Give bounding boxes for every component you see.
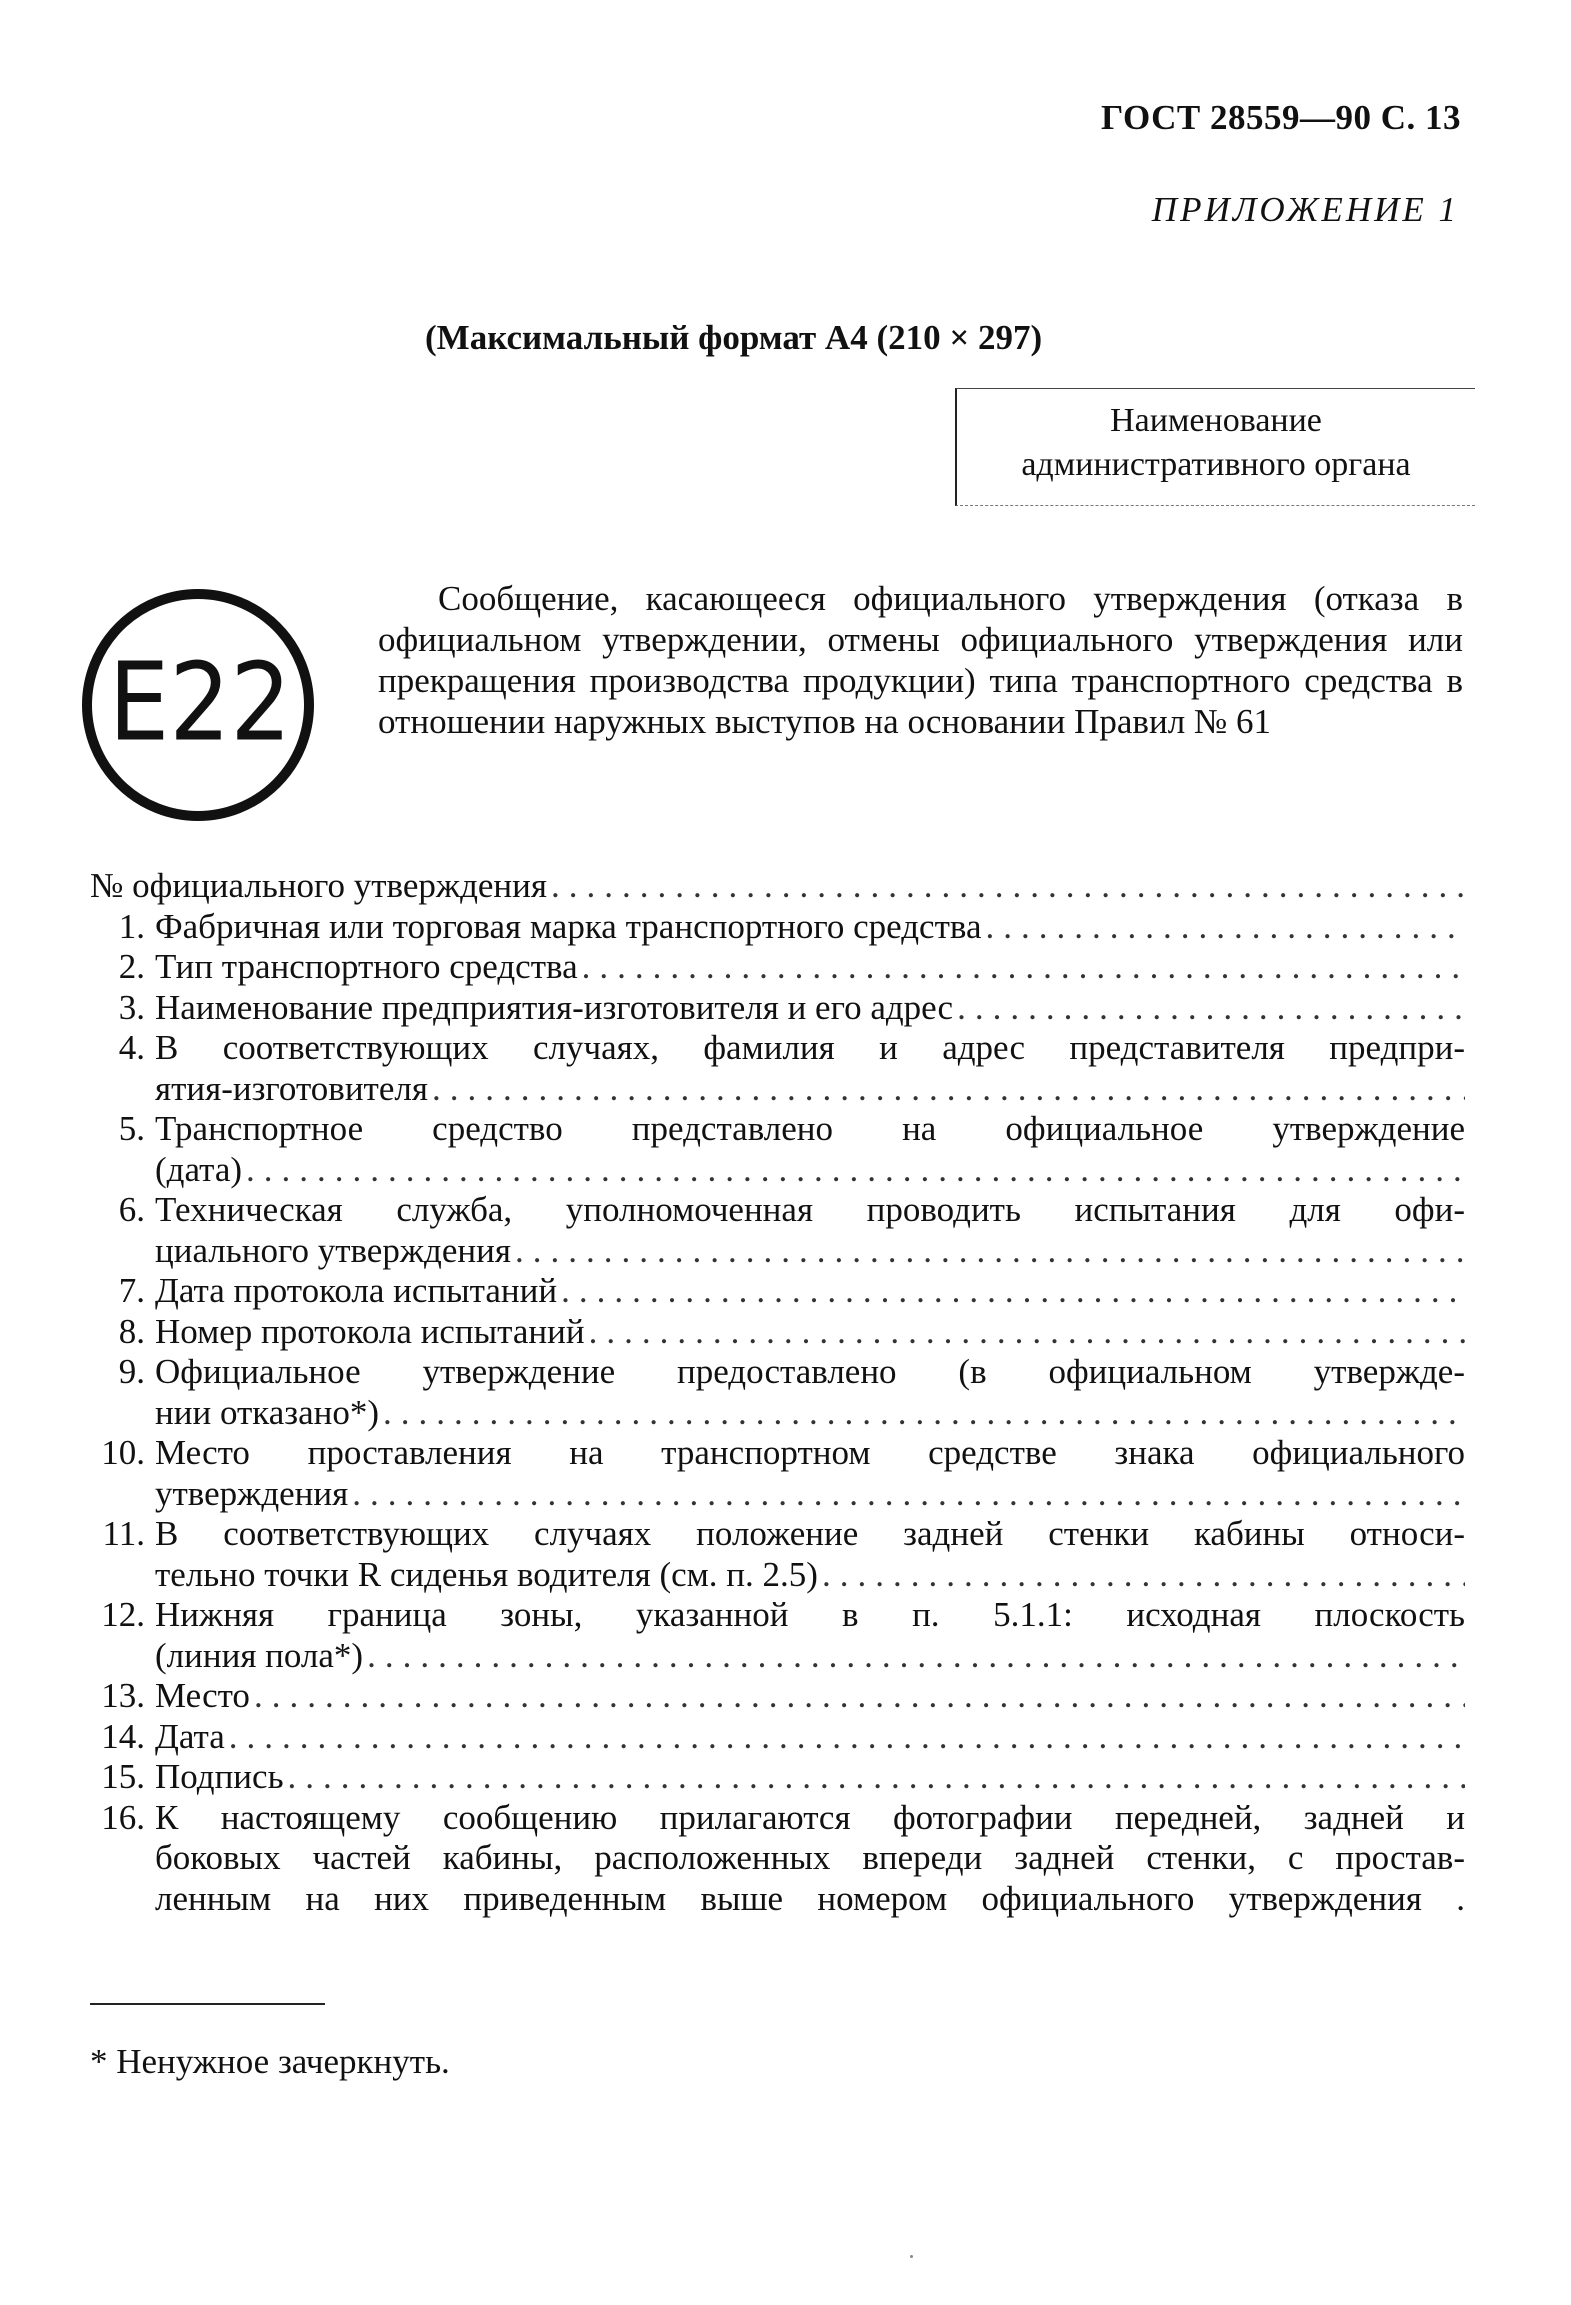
authority-name-box: [955, 388, 1475, 506]
message-intro: Сообщение, касающееся официального утверждения (отказа в официальном утверждении, отмены официального утверждения или прекращения производства продукции) типа транспортного средства в отношении наружных выступов на основании Правил № 61: [378, 579, 1463, 741]
authority-box-line-2: административного органа: [1021, 446, 1411, 483]
form-item-2: [90, 947, 1465, 988]
item-text: Место проставления на транспортном средстве знака официального: [155, 1433, 1465, 1472]
fill-in-leader: [246, 1150, 1465, 1191]
form-item-10: [90, 1433, 1465, 1474]
item-text: Дата протокола испытаний: [155, 1271, 558, 1310]
item-text: Место: [155, 1676, 250, 1715]
form-item-10-continuation: [90, 1474, 1465, 1515]
form-item-11: [90, 1514, 1465, 1555]
form-item-4: [90, 1028, 1465, 1069]
item-number: 8.: [118, 1311, 145, 1351]
authority-box-line-1: Наименование: [1110, 402, 1322, 439]
form-item-13: [90, 1676, 1465, 1717]
fill-in-leader: [229, 1717, 1465, 1758]
item-text: В соответствующих случаях положение задней стенки кабины относи-: [155, 1514, 1465, 1553]
fill-in-leader: [561, 1271, 1465, 1312]
item-text: Транспортное средство представлено на официальное утверждение: [155, 1109, 1465, 1148]
form-item-16-continuation: [90, 1879, 1465, 1920]
item-text: В соответствующих случаях, фамилия и адрес представителя предпри-: [155, 1028, 1465, 1067]
form-item-8: [90, 1312, 1465, 1353]
item-text: утверждения: [155, 1473, 349, 1513]
scan-speck: [910, 2255, 913, 2258]
form-item-16-continuation: [90, 1838, 1465, 1879]
e22-approval-mark: [78, 585, 318, 825]
fill-in-leader: [288, 1757, 1465, 1798]
item-text: Подпись: [155, 1757, 284, 1796]
item-text: нии отказано*): [155, 1392, 380, 1432]
form-item-14: [90, 1717, 1465, 1758]
format-note: (Максимальный формат А4 (210 × 297): [425, 318, 1043, 357]
item-text: ленным на них приведенным выше номером официального утверждения .: [155, 1878, 1465, 1918]
form-item-5-continuation: [90, 1150, 1465, 1191]
item-text: (линия пола*): [155, 1635, 364, 1675]
form-item-12-continuation: [90, 1636, 1465, 1677]
item-text: ятия-изготовителя: [155, 1068, 428, 1108]
form-item-3: [90, 988, 1465, 1029]
item-text: циального утверждения: [155, 1230, 511, 1270]
item-number: 12.: [101, 1595, 145, 1634]
footnote: * Ненужное зачеркнуть.: [90, 2042, 450, 2081]
fill-in-leader: [822, 1555, 1465, 1596]
item-number: 10.: [101, 1433, 145, 1472]
page-header: ГОСТ 28559—90 С. 13: [1101, 98, 1461, 137]
form-item-7: [90, 1271, 1465, 1312]
form-item-5: [90, 1109, 1465, 1150]
form-item-16: [90, 1798, 1465, 1839]
approval-number-label: № официального утверждения: [90, 866, 547, 905]
item-text: К настоящему сообщению прилагаются фотографии передней, задней и: [155, 1797, 1465, 1837]
form-item-1: [90, 907, 1465, 948]
item-text: Наименование предприятия-изготовителя и его адрес: [155, 987, 954, 1027]
item-number: 16.: [101, 1797, 145, 1837]
item-number: 13.: [101, 1676, 145, 1715]
item-text: Тип транспортного средства: [155, 947, 578, 986]
item-text: Номер протокола испытаний: [155, 1311, 585, 1351]
fill-in-leader: [582, 947, 1465, 988]
item-text: тельно точки R сиденья водителя (см. п. 2.5): [155, 1554, 818, 1594]
item-text: Фабричная или торговая марка транспортного средства: [155, 906, 982, 946]
fill-in-leader: [985, 907, 1465, 948]
item-number: 14.: [101, 1716, 145, 1756]
fill-in-leader: [957, 988, 1465, 1029]
item-number: 11.: [102, 1514, 145, 1553]
item-number: 7.: [118, 1271, 145, 1310]
form-item-6-continuation: [90, 1231, 1465, 1272]
form-item-11-continuation: [90, 1555, 1465, 1596]
fill-in-leader: [352, 1474, 1465, 1515]
fill-in-leader: [551, 866, 1465, 907]
form-item-15: [90, 1757, 1465, 1798]
item-number: 6.: [118, 1190, 145, 1229]
item-number: 3.: [118, 987, 145, 1027]
item-number: 15.: [101, 1757, 145, 1796]
item-number: 9.: [118, 1352, 145, 1391]
item-number: 4.: [118, 1028, 145, 1067]
item-text: Официальное утверждение предоставлено (в официальном утвержде-: [155, 1352, 1465, 1391]
item-number: 1.: [118, 906, 145, 946]
fill-in-leader: [383, 1393, 1465, 1434]
form-fields-list: [90, 866, 1465, 1919]
e22-mark-text: E22: [108, 640, 292, 766]
form-item-9: [90, 1352, 1465, 1393]
fill-in-leader: [432, 1069, 1465, 1110]
item-text: (дата): [155, 1149, 243, 1189]
fill-in-leader: [367, 1636, 1465, 1677]
item-text: боковых частей кабины, расположенных впереди задней стенки, с простав-: [155, 1838, 1465, 1877]
item-text: Нижняя граница зоны, указанной в п. 5.1.1: исходная плоскость: [155, 1595, 1465, 1634]
approval-number-row: [90, 866, 1465, 907]
appendix-title: ПРИЛОЖЕНИЕ 1: [1151, 190, 1459, 229]
numbered-items: [90, 907, 1465, 1920]
footnote-separator: [90, 2003, 325, 2005]
form-item-4-continuation: [90, 1069, 1465, 1110]
item-text: Техническая служба, уполномоченная проводить испытания для офи-: [155, 1190, 1465, 1229]
fill-in-leader: [589, 1312, 1465, 1353]
item-number: 5.: [118, 1109, 145, 1148]
form-item-6: [90, 1190, 1465, 1231]
form-item-12: [90, 1595, 1465, 1636]
item-number: 2.: [118, 947, 145, 986]
form-item-9-continuation: [90, 1393, 1465, 1434]
fill-in-leader: [254, 1676, 1465, 1717]
item-text: Дата: [155, 1716, 225, 1756]
fill-in-leader: [515, 1231, 1465, 1272]
